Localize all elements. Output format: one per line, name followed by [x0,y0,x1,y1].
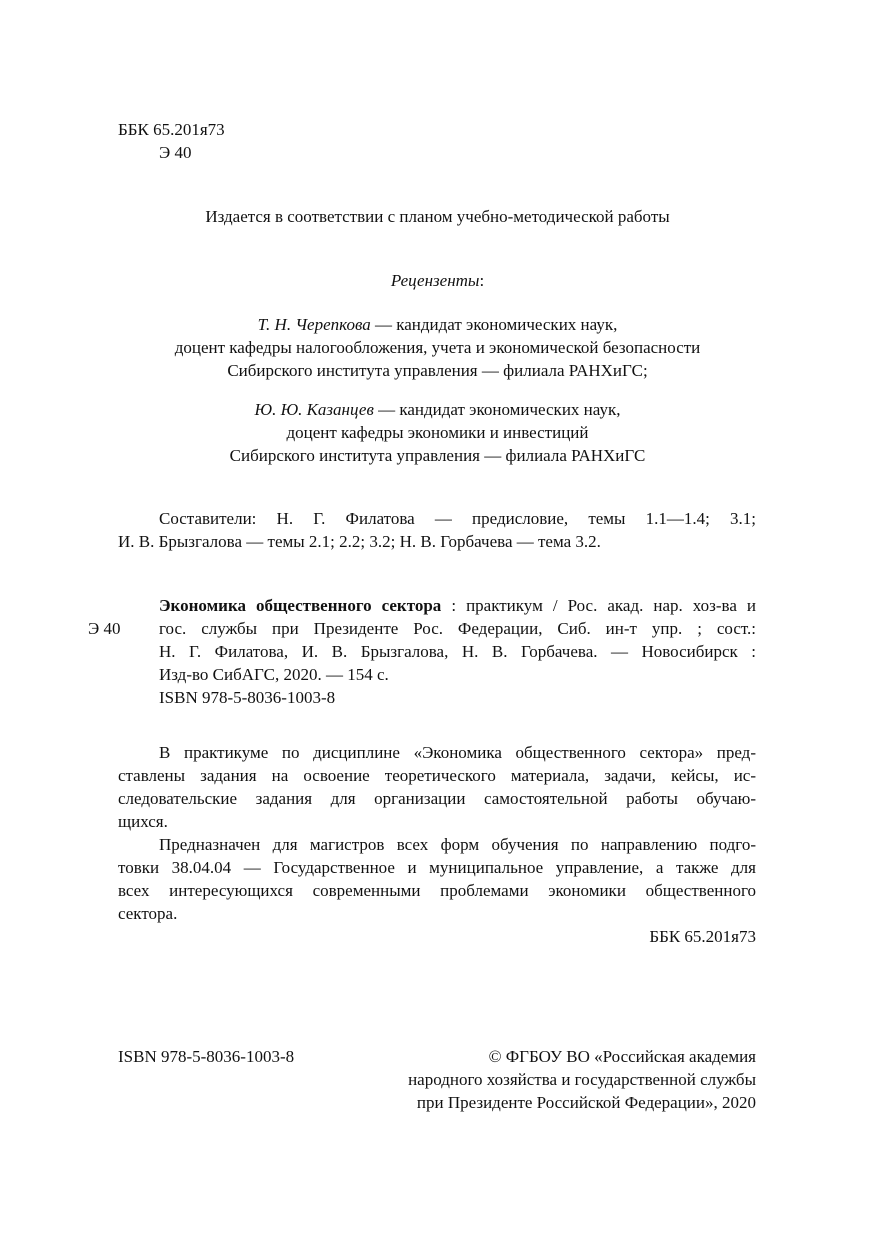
annotation-p2-line-1: Предназначен для магистров всех форм обучения по направлению подго- [159,835,756,854]
bibliographic-line-1: : практикум / Рос. акад. нар. хоз-ва и [441,596,756,615]
compilers-line-1: Составители: Н. Г. Филатова — предисловие, темы 1.1—1.4; 3.1; [159,509,756,528]
reviewers-heading-colon: : [479,271,485,290]
bibliographic-isbn: ISBN 978-5-8036-1003-8 [159,688,336,707]
annotation-p2-line-2: товки 38.04.04 — Государственное и муниципальное управление, а также для [118,858,756,877]
reviewer-2-name: Ю. Ю. Казанцев [254,400,374,419]
reviewer-1 [60,313,815,382]
annotation-p1-line-4: щихся. [118,812,168,831]
reviewer-2-position: доцент кафедры экономики и инвестиций [286,423,589,442]
publication-note: Издается в соответствии с планом учебно-методической работы [205,207,670,226]
bibliographic-line-4: Изд-во СибАГС, 2020. — 154 с. [159,665,389,684]
bbk-index-bottom: ББК 65.201я73 [649,927,756,946]
bbk-index-top: ББК 65.201я73 [118,120,225,139]
reviewer-2 [60,398,815,467]
book-title: Экономика общественного сектора [159,596,442,615]
reviewer-1-degree: — кандидат экономических наук, [370,315,618,334]
reviewers-heading [100,269,775,292]
annotation-p1-line-2: ставлены задания на освоение теоретического материала, задачи, кейсы, ис- [118,766,756,785]
bibliographic-mark: Э 40 [88,619,121,638]
reviewer-1-position: доцент кафедры налогообложения, учета и экономической безопасности [174,338,701,357]
copyright [340,1045,756,1114]
bibliographic-line-3: Н. Г. Филатова, И. В. Брызгалова, Н. В. Горбачева. — Новосибирск : [159,642,756,661]
footer-isbn: ISBN 978-5-8036-1003-8 [118,1047,295,1066]
compilers-line-2: И. В. Брызгалова — темы 2.1; 2.2; 3.2; Н. В. Горбачева — тема 3.2. [118,532,601,551]
annotation-p2-line-3: всех интересующихся современными проблемами экономики общественного [118,881,756,900]
copyright-line-3: при Президенте Российской Федерации», 2020 [416,1093,756,1112]
bibliographic-line-2: гос. службы при Президенте Рос. Федерации, Сиб. ин-т упр. ; сост.: [159,619,756,638]
annotation-p2-line-4: сектора. [118,904,178,923]
reviewer-2-affiliation: Сибирского института управления — филиала РАНХиГС [229,446,646,465]
copyright-line-1: © ФГБОУ ВО «Российская академия [488,1047,756,1066]
copyright-line-2: народного хозяйства и государственной службы [408,1070,756,1089]
annotation-p1-line-3: следовательские задания для организации самостоятельной работы обучаю- [118,789,756,808]
author-mark-top: Э 40 [159,143,192,162]
annotation-p1-line-1: В практикуме по дисциплине «Экономика общественного сектора» пред- [159,743,756,762]
annotation [118,741,756,948]
reviewer-2-degree: — кандидат экономических наук, [373,400,621,419]
reviewers-heading-text: Рецензенты [390,271,480,290]
bibliographic-record [159,594,756,709]
reviewer-1-name: Т. Н. Черепкова [257,315,371,334]
reviewer-1-affiliation: Сибирского института управления — филиала РАНХиГС; [227,361,648,380]
